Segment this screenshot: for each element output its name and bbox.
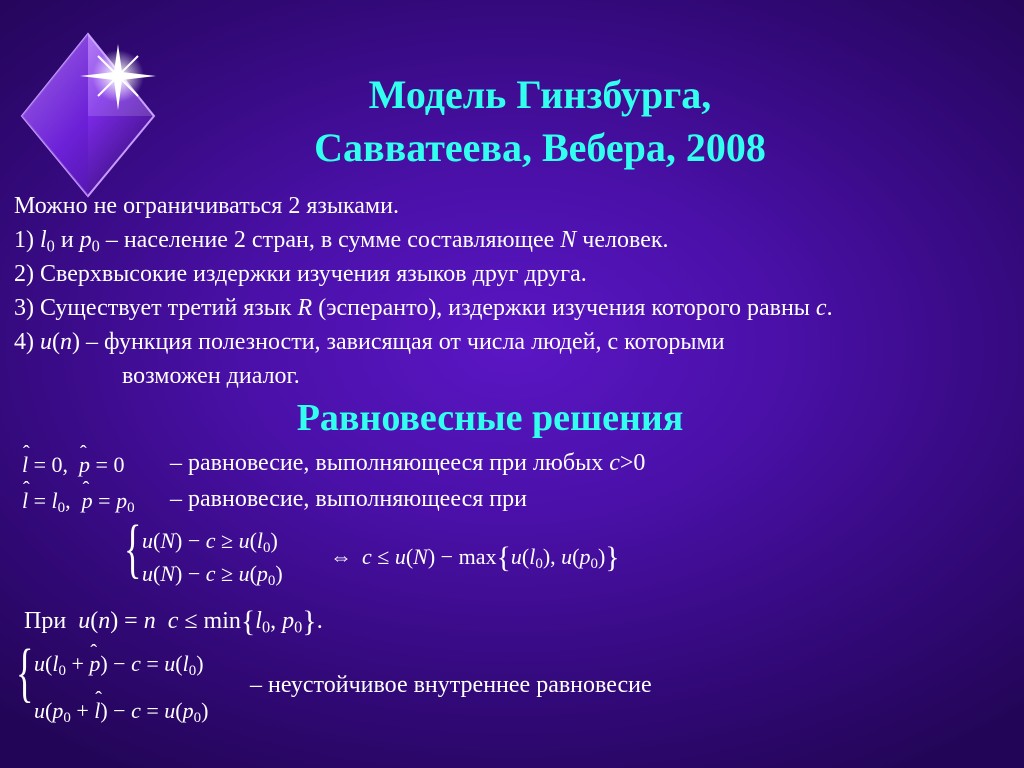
slide-title-line-2: Савватеева, Вебера, 2008	[314, 125, 766, 170]
equilibrium-zero-text: – равновесие, выполняющееся при любых c>0	[170, 450, 646, 476]
system-brace-2: {	[16, 636, 34, 709]
iff-symbol: ⇔	[330, 544, 352, 569]
condition-formula: $c \le u(N) - \max\{u(l_0)$, $u(p_0)$}	[362, 541, 620, 574]
intro-line-4: 4) u(n) – функция полезности, зависящая от числа людей, с которыми	[14, 329, 725, 355]
inequality-1: $u(N) - c \ge u(l_0)$	[142, 528, 278, 557]
inequality-2: $u(N) - c \ge u(p_0)$	[142, 561, 283, 590]
diamond-star-logo	[18, 28, 168, 198]
equilibrium-zero-formula: ˆ l = 0, ˆ p = 0	[22, 452, 124, 478]
equilibrium-esperanto-text: – равновесие, выполняющееся при	[170, 486, 527, 512]
intro-line-0: Можно не ограничиваться 2 языками.	[14, 193, 399, 219]
system-brace: {	[124, 512, 142, 585]
section-title: Равновесные решения	[296, 397, 684, 439]
unstable-equilibrium-text: – неустойчивое внутреннее равновесие	[250, 672, 652, 698]
interior-equation-2: $u(p_0$ + ˆ $l) - c = u(p_0)$	[34, 698, 208, 731]
intro-line-4-continued: возможен диалог.	[122, 363, 300, 389]
equilibrium-esperanto-formula: ˆ $l = l_0$, ˆ $p = p_0$	[22, 488, 135, 521]
slide-title-line-1: Модель Гинзбурга,	[368, 72, 712, 117]
interior-equation-1: $u(l_0$ + ˆ $p) - c = u(l_0)$	[34, 651, 204, 684]
intro-line-1: 1) $l_0$ и $p_0$ – население 2 стран, в сумме составляющее N человек.	[14, 227, 669, 256]
linear-utility-line: При u(n) = n $c \le \min\{l_0$, $p_0$}.	[24, 605, 323, 638]
intro-line-3: 3) Существует третий язык R (эсперанто), издержки изучения которого равны c.	[14, 295, 833, 321]
intro-line-2: 2) Сверхвысокие издержки изучения языков друг друга.	[14, 261, 587, 287]
